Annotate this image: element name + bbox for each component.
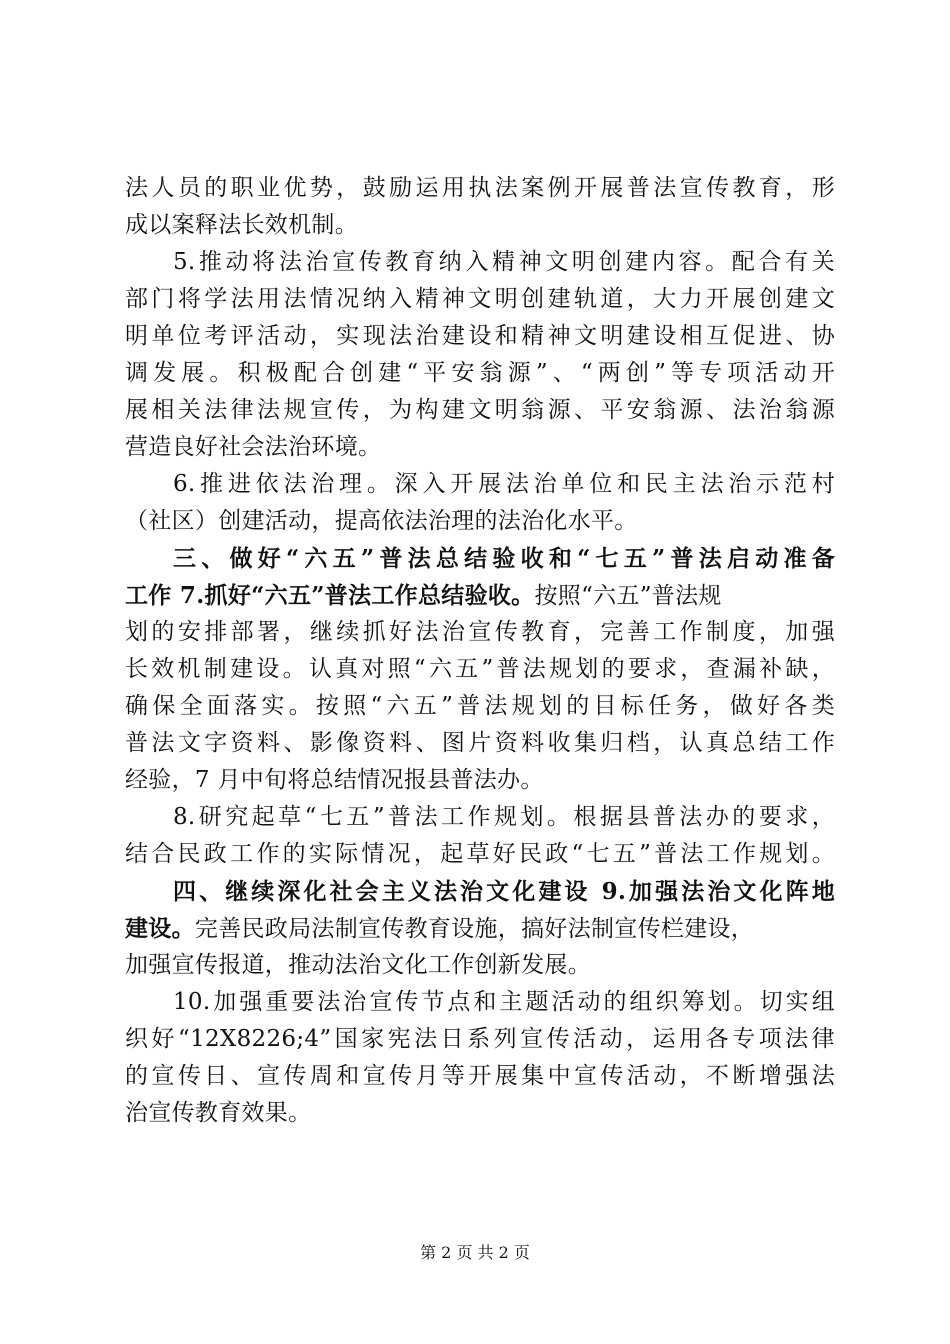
text-line: 成以案释法长效机制。 — [125, 212, 358, 238]
text-line: 法人员的职业优势，鼓励运用执法案例开展普法宣传教育，形 — [125, 175, 835, 201]
text-line: 明单位考评活动，实现法治建设和精神文明建设相互促进、协 — [125, 323, 835, 349]
text-line: 6.推进依法治理。深入开展法治单位和民主法治示范村 — [173, 471, 835, 497]
text-line: 调发展。积极配合创建“平安翁源”、“两创”等专项活动开 — [125, 360, 835, 386]
text-line: 8.研究起草“七五”普法工作规划。根据县普法办的要求， — [173, 804, 835, 830]
text-segment: 完善民政局法制宣传教育设施，搞好法制宣传栏建设， — [194, 916, 755, 942]
section-heading: 建设。 — [125, 915, 195, 942]
text-line: 加强宣传报道，推动法治文化工作创新发展。 — [125, 952, 591, 978]
text-segment: 按照“六五”普法规 — [534, 583, 722, 609]
text-line: 结合民政工作的实际情况，起草好民政“七五”普法工作规划。 — [125, 841, 835, 867]
text-line: 织好“12X8226;4”国家宪法日系列宣传活动，运用各专项法律 — [125, 1026, 835, 1052]
section-heading: 工作 7.抓好“六五”普法工作总结验收。 — [125, 582, 535, 609]
text-line: 长效机制建设。认真对照“六五”普法规划的要求，查漏补缺， — [125, 656, 835, 682]
text-line — [125, 577, 835, 614]
text-line: （社区）创建活动，提高依法治理的法治化水平。 — [125, 508, 638, 534]
text-line: 的宣传日、宣传周和宣传月等开展集中宣传活动，不断增强法 — [125, 1063, 835, 1089]
section-heading: 四、继续深化社会主义法治文化建设 9.加强法治文化阵地 — [173, 878, 835, 905]
text-line: 营造良好社会法治环境。 — [125, 434, 382, 460]
text-line: 确保全面落实。按照“六五”普法规划的目标任务，做好各类 — [125, 693, 835, 719]
section-heading: 三、做好“六五”普法总结验收和“七五”普法启动准备 — [173, 545, 835, 572]
text-line: 治宣传教育效果。 — [125, 1100, 312, 1126]
text-line: 普法文字资料、影像资料、图片资料收集归档，认真总结工作 — [125, 730, 835, 756]
text-line — [125, 910, 835, 947]
text-line: 展相关法律法规宣传，为构建文明翁源、平安翁源、法治翁源 — [125, 397, 835, 423]
text-line: 划的安排部署，继续抓好法治宣传教育，完善工作制度，加强 — [125, 619, 835, 645]
text-line: 5.推动将法治宣传教育纳入精神文明创建内容。配合有关 — [173, 249, 835, 275]
page-footer: 第 2 页 共 2 页 — [420, 1243, 530, 1262]
text-line: 10.加强重要法治宣传节点和主题活动的组织筹划。切实组 — [173, 989, 835, 1015]
text-line: 部门将学法用法情况纳入精神文明创建轨道，大力开展创建文 — [125, 286, 835, 312]
document-body — [125, 170, 835, 1132]
text-line: 经验，7 月中旬将总结情况报县普法办。 — [125, 767, 544, 793]
